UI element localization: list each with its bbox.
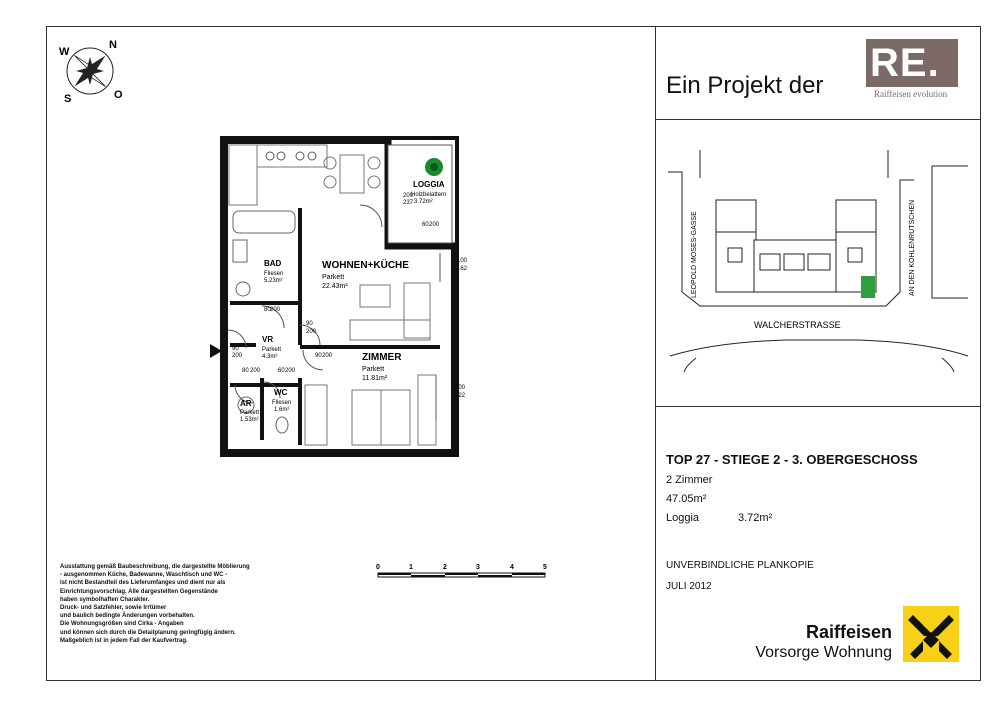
dimension-labels [232, 193, 468, 399]
raiffeisen-gable-icon [903, 606, 959, 662]
street-left: LEOPOLD MOSES-GASSE [691, 211, 698, 298]
dim-loggia-small-a: 60 [422, 222, 429, 228]
disclaimer-line: Einrichtungsvorschlag. Alle dargestellten Gegenstände [60, 588, 218, 595]
room-loggia-floor: Holzbelattern [411, 192, 447, 198]
disclaimer-line: Ausstattung gemäß Baubeschreibung, die dargestellte Möblierung [60, 564, 250, 570]
room-vr-floor: Parkett [262, 347, 282, 353]
room-bad-area: 5.23m² [264, 278, 283, 284]
panel-divider [656, 406, 981, 407]
street-right: AN DEN KOHLENRUTSCHEN [909, 199, 916, 296]
dim-wc-door-b: 200 [285, 368, 296, 374]
unit-rooms: 2 Zimmer [666, 474, 713, 486]
note: UNVERBINDLICHE PLANKOPIE [666, 560, 814, 571]
re-logo [866, 39, 958, 101]
disclaimer-line: und können sich durch die Detailplanung geringfügig ändern. [60, 629, 236, 636]
room-wohnen-area: 22.43m² [322, 283, 348, 290]
disclaimer-line: Maßgeblich ist in jedem Fall der Kaufvertrag. [60, 637, 188, 644]
street-bottom: WALCHERSTRASSE [754, 320, 841, 330]
scale-tick-1: 1 [409, 564, 413, 571]
project-line: Ein Projekt der [666, 72, 824, 99]
compass-o: O [114, 89, 123, 101]
room-wc-floor: Fliesen [272, 400, 292, 406]
compass-w: W [59, 46, 70, 58]
dim-vr-door-b1: 90 [306, 321, 313, 327]
dim-loggia-door-a: 200 [403, 193, 414, 199]
room-ar-name: AR [240, 399, 252, 408]
scale-tick-4: 4 [510, 564, 514, 571]
room-ar-area: 1.53m² [240, 417, 259, 423]
disclaimer-line: und baulich bedingte Änderungen vorbehalten. [60, 613, 195, 620]
info-panel [655, 26, 981, 681]
dim-wohnen-window-b: 162 [457, 266, 468, 272]
room-zimmer-name: ZIMMER [362, 352, 402, 363]
unit-area: 47.05m² [666, 493, 707, 505]
dim-loggia-door-b: 237 [403, 200, 414, 206]
dim-entry-a: 90 [232, 346, 239, 352]
room-wc-name: WC [274, 388, 288, 397]
dim-wc-door-a: 60 [278, 368, 285, 374]
dim-loggia-small-b: 200 [429, 222, 440, 228]
scale-bar [378, 573, 545, 577]
dim-vr-door-a1: 80 [264, 307, 271, 313]
room-vr-area: 4.3m² [262, 354, 278, 360]
room-zimmer-floor: Parkett [362, 366, 385, 373]
dim-zimmer-door-a: 90 [315, 353, 322, 359]
unit-title: TOP 27 - STIEGE 2 - 3. OBERGESCHOSS [666, 452, 918, 467]
brand-top: Raiffeisen [805, 622, 892, 642]
room-vr-name: VR [262, 335, 274, 344]
dim-vr-door-b2: 200 [306, 329, 317, 335]
room-loggia-name: LOGGIA [413, 180, 445, 189]
scale-tick-5: 5 [543, 564, 547, 571]
dim-zimmer-window-a: 200 [455, 385, 466, 391]
disclaimer-line: - ausgenommen Küche, Badewanne, Waschtisch und WC - [60, 572, 228, 579]
scale-tick-3: 3 [476, 564, 480, 571]
room-loggia-area: 3.72m² [414, 199, 433, 205]
dim-entry-b: 200 [232, 353, 243, 359]
site-plan [656, 120, 982, 406]
room-wc-area: 1.6m² [274, 407, 290, 413]
room-wohnen-name: WOHNEN+KÜCHE [322, 260, 409, 271]
date: JULI 2012 [666, 581, 712, 592]
scale-ticks [376, 564, 547, 571]
scale-tick-2: 2 [443, 564, 447, 571]
dim-vr-door-a2: 200 [270, 307, 281, 313]
re-logo-caption: Raiffeisen evolution [874, 89, 948, 99]
disclaimer-line: ist nicht Bestandteil des Lieferumfanges und dient nur als [60, 580, 226, 587]
disclaimer-line: Die Wohnungsgrößen sind Cirka - Angaben [60, 621, 184, 628]
loggia-area: 3.72m² [738, 512, 773, 524]
room-bad-name: BAD [264, 259, 282, 268]
disclaimer-line: Druck- und Satzfehler, sowie Irrtümer [60, 605, 167, 612]
dim-wohnen-window-a: 100 [457, 258, 468, 264]
loggia-label: Loggia [666, 512, 700, 524]
compass-s: S [64, 93, 72, 105]
compass-rose-icon [67, 48, 113, 94]
room-bad-floor: Fliesen [264, 271, 284, 277]
site-highlight [861, 276, 875, 298]
dim-ar-door-b: 200 [250, 368, 261, 374]
scale-tick-0: 0 [376, 564, 380, 571]
room-wohnen-floor: Parkett [322, 274, 345, 281]
disclaimer [60, 563, 295, 645]
room-zimmer-area: 11.81m² [362, 375, 388, 382]
re-logo-text: RE. [870, 41, 940, 85]
brand-bottom: Vorsorge Wohnung [755, 644, 892, 661]
dim-zimmer-door-b: 200 [322, 353, 333, 359]
compass-n: N [109, 39, 117, 51]
room-ar-floor: Parkett [240, 410, 260, 416]
disclaimer-line: haben symbolhaften Charakter. [60, 596, 150, 603]
dim-ar-door-a: 80 [242, 368, 249, 374]
dim-zimmer-window-b: 122 [455, 393, 466, 399]
